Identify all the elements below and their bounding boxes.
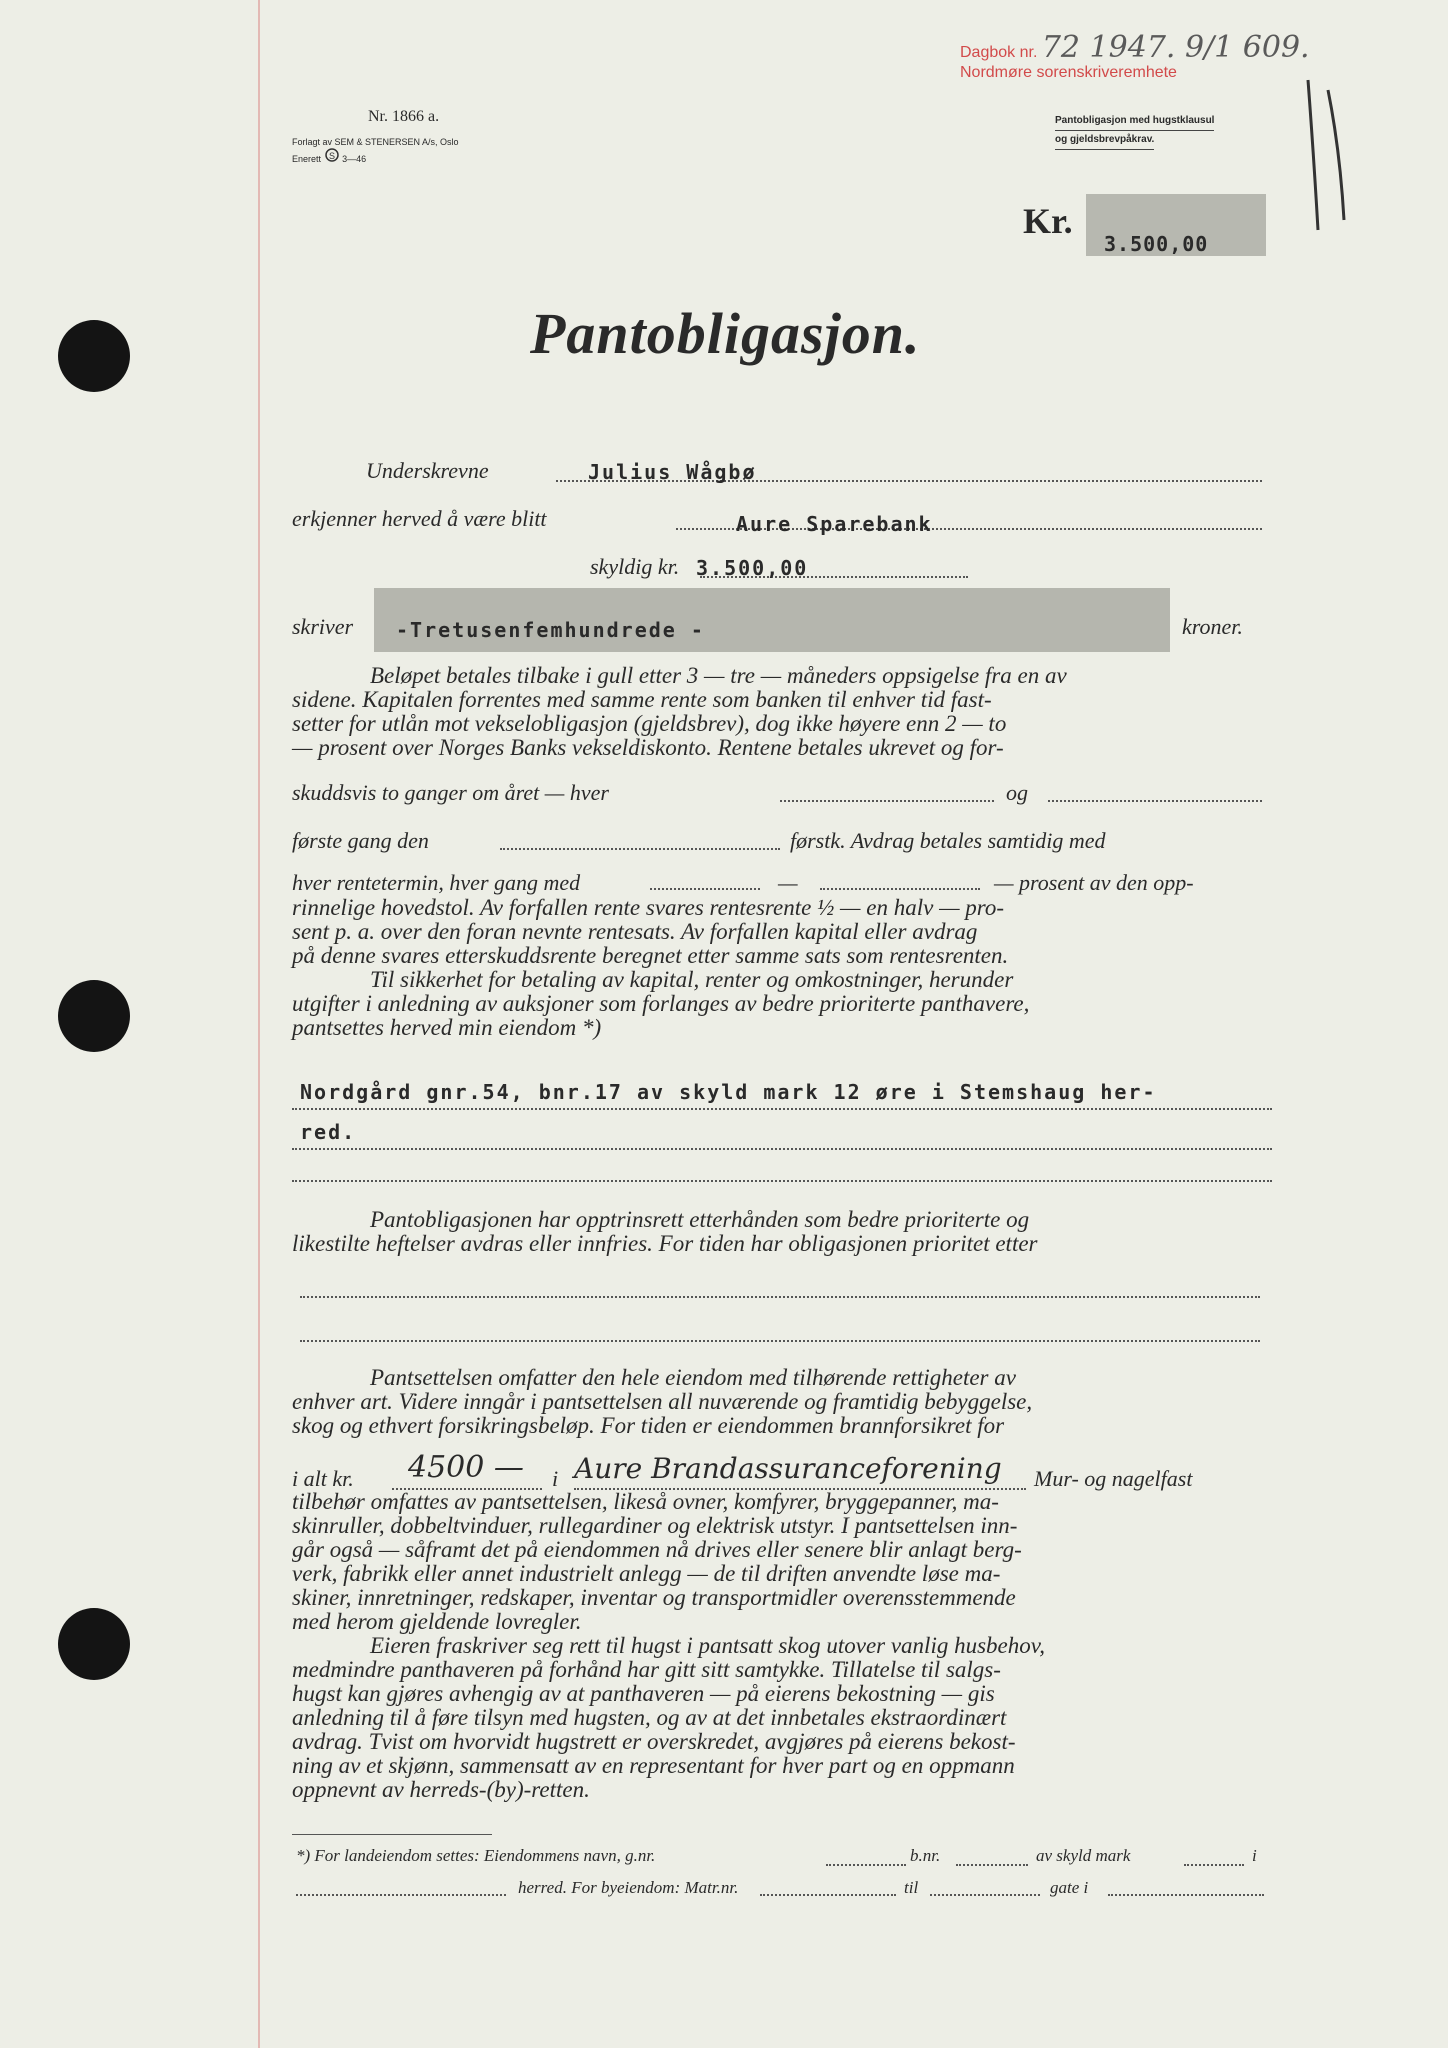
printer-imprint: Forlagt av SEM & STENERSEN A/s, Oslo Enerett S 3—46 bbox=[292, 137, 459, 164]
interest-terms-text: førstk. Avdrag betales samtidig med bbox=[790, 828, 1106, 853]
currency-word: kroner. bbox=[1182, 614, 1243, 639]
amount-value: 3.500,00 bbox=[1104, 232, 1209, 256]
interest-month-line bbox=[780, 800, 994, 802]
written-label: skriver bbox=[292, 614, 354, 639]
footnote-line bbox=[826, 1864, 906, 1866]
interest-terms-text: hver rentetermin, hver gang med bbox=[292, 870, 581, 895]
handwritten-check-mark bbox=[1300, 70, 1350, 240]
insurance-label: i alt kr. bbox=[292, 1466, 354, 1491]
coverage-paragraph: Pantsettelsen omfatter den hele eiendom med tilhørende rettigheter av enhver art. Videre inngår i pantsettelsen all nuværende og framtidig bebyggelse, skog og ethvert forsikringsbeløp. For tiden er eiendommen brannforsikret for bbox=[292, 1365, 1033, 1438]
footnote-line bbox=[1184, 1864, 1244, 1866]
instalment-dash: — bbox=[778, 870, 798, 895]
interest-paragraph: rinnelige hovedstol. Av forfallen rente svares rentesrente ½ — en halv — pro- sent p. a. over den foran nevnte rentesats. Av forfallen kapital eller avdrag på denne svares etterskuddsrente beregnet etter samme sats som rentesrenten. Til sikkerhet for betaling av kapital, renter og omkostninger, herunder utgifter i anledning av auksjoner som forlanges av bedre prioriterte panthavere, pantsettes herved min eiendom *) bbox=[292, 895, 1030, 1040]
repayment-paragraph: Beløpet betales tilbake i gull etter 3 — tre — måneders oppsigelse fra en av sidene. Kapitalen forrentes med samme rente som banken til enhver tid fast- setter for utlån mot vekselobligasjon (gjeldsbrev), dog ikke høyere enn 2 — to — prosent over Norges Banks vekseldiskonto. Rentene betales ukrevet og for- bbox=[292, 663, 1067, 760]
svg-text:S: S bbox=[328, 151, 335, 161]
margin-rule bbox=[258, 0, 260, 2048]
footnote-text: til bbox=[904, 1878, 919, 1897]
footnote-text: b.nr. bbox=[910, 1846, 941, 1865]
undersigned-label: Underskrevne bbox=[366, 458, 489, 483]
footnote-line bbox=[296, 1894, 506, 1896]
footnote-line bbox=[956, 1864, 1028, 1866]
property-line bbox=[292, 1180, 1272, 1182]
owing-value: 3.500,00 bbox=[696, 556, 809, 580]
creditor-value: Aure Sparebank bbox=[736, 512, 933, 536]
acknowledge-label: erkjenner herved å være blitt bbox=[292, 506, 547, 531]
interest-terms-text: første gang den bbox=[292, 828, 429, 853]
insurance-label: Mur- og nagelfast bbox=[1034, 1466, 1193, 1491]
footnote-line bbox=[1108, 1894, 1264, 1896]
punch-hole bbox=[58, 980, 130, 1052]
punch-hole bbox=[58, 1608, 130, 1680]
insurance-amount: 4500 — bbox=[408, 1450, 524, 1485]
footnote-line bbox=[760, 1894, 896, 1896]
interest-month-line bbox=[1048, 800, 1262, 802]
footnote-text: av skyld mark bbox=[1036, 1846, 1131, 1865]
property-line bbox=[292, 1108, 1272, 1110]
insurance-label: i bbox=[552, 1466, 559, 1491]
punch-hole bbox=[58, 320, 130, 392]
undersigned-value: Julius Wågbø bbox=[588, 460, 757, 484]
insurance-company: Aure Brandassuranceforening bbox=[574, 1452, 1002, 1485]
instalment-line bbox=[650, 888, 760, 890]
priority-paragraph: Pantobligasjonen har opptrinsrett etterhånden som bedre prioriterte og likestilte heftelser avdras eller innfries. For tiden har obligasjonen prioritet etter bbox=[292, 1207, 1038, 1256]
priority-line bbox=[300, 1296, 1260, 1298]
written-value: -Tretusenfemhundrede - bbox=[396, 618, 705, 642]
property-description-cont: red. bbox=[300, 1120, 357, 1144]
publisher-logo-icon bbox=[324, 148, 340, 162]
form-number: Nr. 1866 a. bbox=[368, 108, 440, 125]
journal-stamp: Dagbok nr. 72 1947. 9/1 609. Nordmøre sorenskriveremhete bbox=[960, 30, 1310, 81]
first-date-line bbox=[500, 848, 780, 850]
footnote-text: i bbox=[1252, 1846, 1257, 1865]
footnote-text: gate i bbox=[1050, 1878, 1089, 1897]
footnote-line bbox=[930, 1894, 1040, 1896]
interest-terms-text: skuddsvis to ganger om året — hver bbox=[292, 780, 609, 805]
footnote-text: herred. For byeiendom: Matr.nr. bbox=[518, 1878, 739, 1897]
property-description: Nordgård gnr.54, bnr.17 av skyld mark 12 øre i Stemshaug her- bbox=[300, 1080, 1157, 1104]
handwritten-journal-ref: 72 1947. 9/1 609. bbox=[1041, 30, 1310, 65]
footnote-rule bbox=[292, 1834, 492, 1835]
form-type: Pantobligasjon med hugstklausul og gjeldsbrevpåkrav. bbox=[1055, 112, 1214, 150]
amount-label: Kr. bbox=[1023, 201, 1073, 241]
instalment-line bbox=[820, 888, 980, 890]
fixtures-paragraph: tilbehør omfattes av pantsettelsen, likeså ovner, komfyrer, bryggepanner, ma- skinruller, dobbeltvinduer, rullegardiner og elektrisk utstyr. I pantsettelsen inn- går også — såframt det på eiendommen nå drives eller senere blir anlagt berg- verk, fabrikk eller annet industrielt anlegg — de til driften anvendte løse ma- skiner, innretninger, redskaper, inventar og transportmidler overensstemmende med herom gjeldende lovregler. Eieren fraskriver seg rett til hugst i pantsatt skog utover vanlig husbehov, medmindre panthaveren på forhånd har gitt sitt samtykke. Tillatelse til salgs- hugst kan gjøres avhengig av at panthaveren — på eierens bekostning — gis anledning til å føre tilsyn med hugsten, og av at det innbetales ekstraordinært avdrag. Tvist om hvorvidt hugstrett er overskredet, avgjøres på eierens bekost- ning av et skjønn, sammensatt av en representant for hver part og en oppmann oppnevnt av herreds-(by)-retten. bbox=[292, 1489, 1045, 1802]
interest-terms-text: og bbox=[1006, 780, 1028, 805]
property-line bbox=[292, 1148, 1272, 1150]
owing-label: skyldig kr. bbox=[590, 554, 680, 579]
footnote-text: *) For landeiendom settes: Eiendommens navn, g.nr. bbox=[296, 1846, 656, 1865]
priority-line bbox=[300, 1340, 1260, 1342]
page-title: Pantobligasjon. bbox=[530, 301, 921, 366]
interest-terms-text: — prosent av den opp- bbox=[994, 870, 1194, 895]
